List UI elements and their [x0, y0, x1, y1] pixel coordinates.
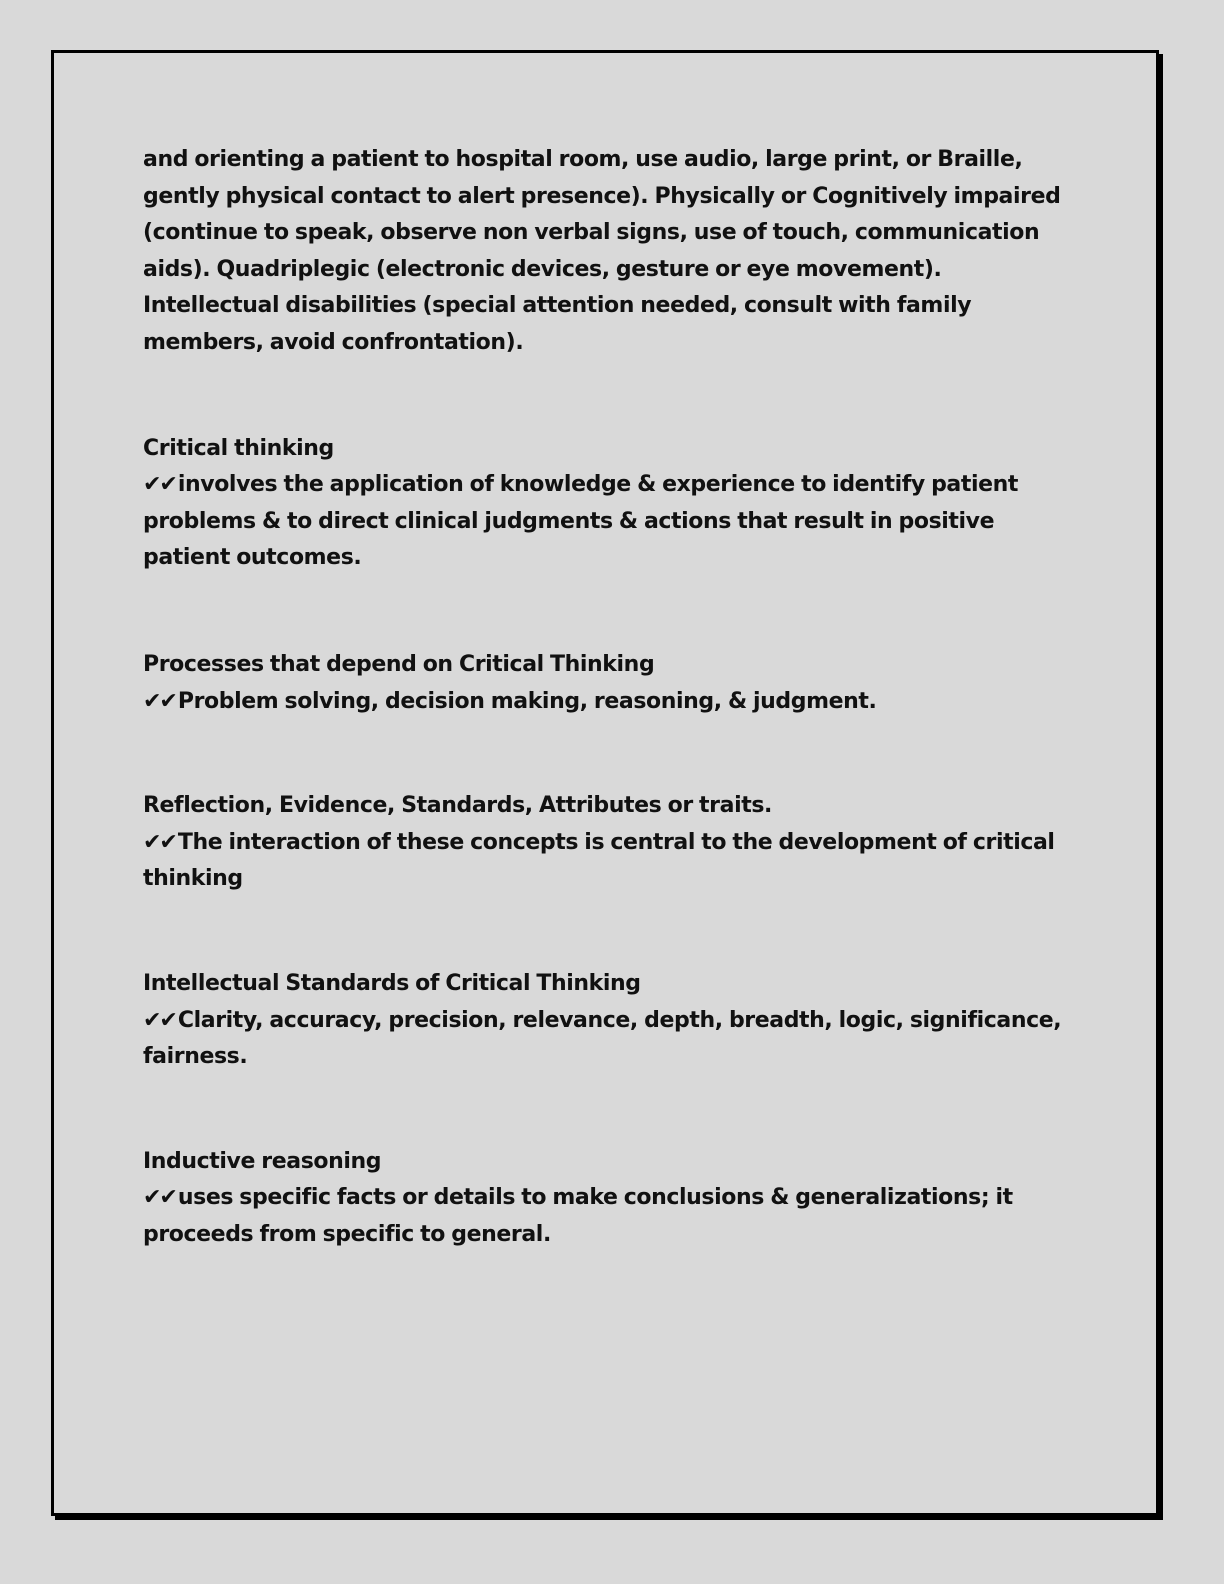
- document-body: [143, 142, 1083, 1321]
- section-heading: Intellectual Standards of Critical Thinking: [143, 970, 641, 996]
- section-body-text: involves the application of knowledge & experience to identify patient problems & to direct clinical judgments & actions that result in positive patient outcomes.: [143, 472, 1019, 571]
- section-reflection: [143, 788, 1083, 898]
- section-body-text: Problem solving, decision making, reasoning, & judgment.: [177, 688, 877, 714]
- section-body-text: uses specific facts or details to make conclusions & generalizations; it proceeds from specific to general.: [143, 1185, 1013, 1247]
- section-heading: Critical thinking: [143, 435, 334, 461]
- section-body: [143, 1003, 1083, 1076]
- section-intellectual-standards: [143, 966, 1083, 1076]
- section-processes: [143, 647, 1083, 720]
- section-heading: Inductive reasoning: [143, 1148, 382, 1174]
- double-check-icon: ✔✔: [143, 688, 176, 714]
- section-body: [143, 467, 1083, 577]
- section-heading: Reflection, Evidence, Standards, Attributes or traits.: [143, 793, 772, 819]
- section-inductive-reasoning: [143, 1144, 1083, 1254]
- section-body-text: The interaction of these concepts is central to the development of critical thinking: [143, 829, 1055, 892]
- double-check-icon: ✔✔: [143, 1007, 176, 1033]
- section-heading: Processes that depend on Critical Thinking: [143, 651, 655, 677]
- section-body: [143, 1180, 1083, 1253]
- double-check-icon: ✔✔: [143, 472, 176, 498]
- section-body-text: Clarity, accuracy, precision, relevance, depth, breadth, logic, significance, fairness.: [143, 1007, 1062, 1070]
- double-check-icon: ✔✔: [143, 1185, 176, 1211]
- intro-paragraph: and orienting a patient to hospital room, use audio, large print, or Braille, gently physical contact to alert presence). Physically or Cognitively impaired (continue to speak, observe non verbal signs, use of touch, communication aids). Quadriplegic (electronic devices, gesture or eye movement). Intellectual disabilities (special attention needed, consult with family members, avoid confrontation).: [143, 147, 1061, 355]
- double-check-icon: ✔✔: [143, 829, 176, 855]
- section-critical-thinking: [143, 431, 1083, 577]
- section-body: [143, 684, 1083, 721]
- section-body: [143, 825, 1083, 898]
